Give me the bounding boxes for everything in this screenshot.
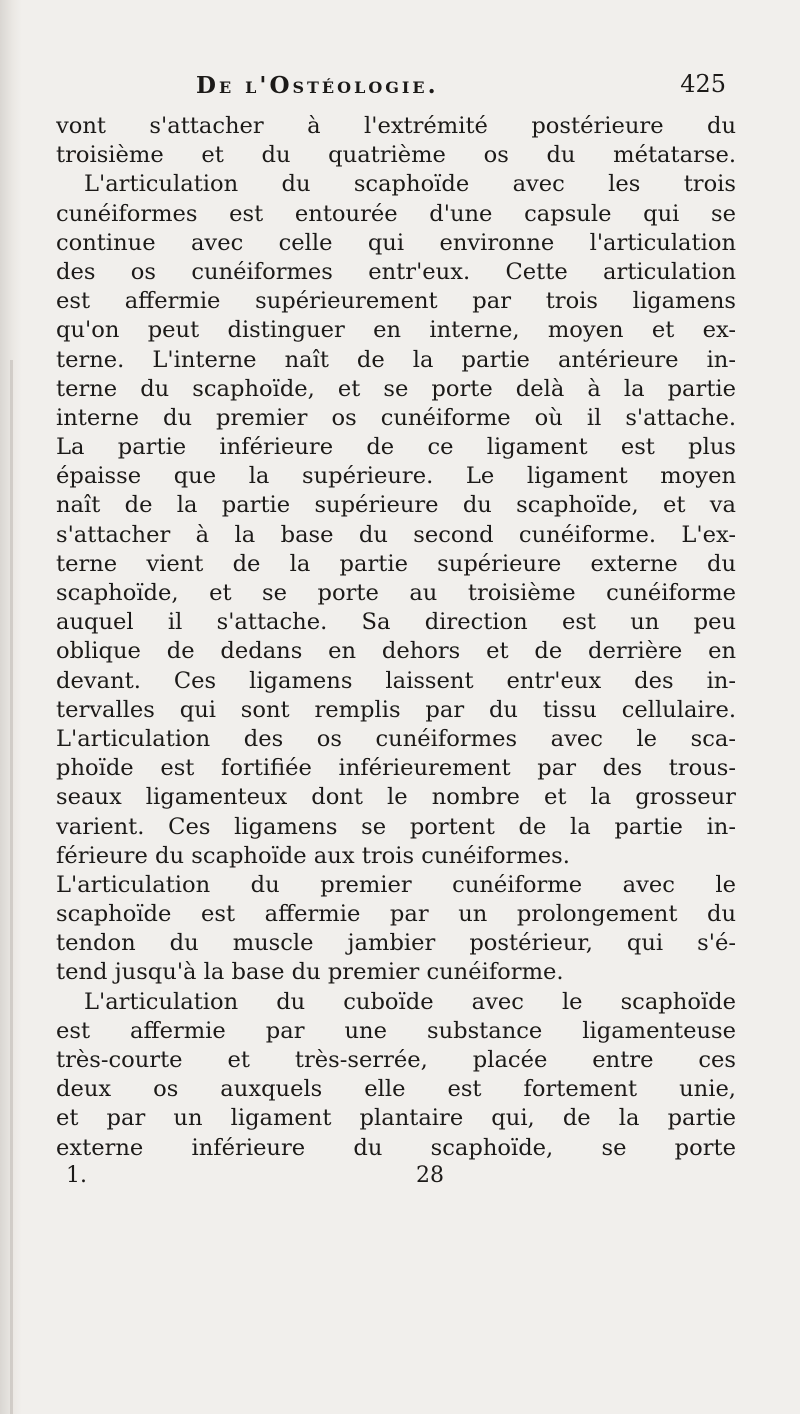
text-line: terne vient de la partie supérieure externe du xyxy=(56,550,736,577)
text-line: continue avec celle qui environne l'articulation xyxy=(56,229,736,256)
text-line: épaisse que la supérieure. Le ligament moyen xyxy=(56,463,736,490)
text-line: devant. Ces ligamens laissent entr'eux des in- xyxy=(56,667,736,694)
text-line: terne. L'interne naît de la partie antérieure in- xyxy=(56,346,736,373)
text-line: auquel il s'attache. Sa direction est un peu xyxy=(56,609,736,636)
text-line: L'articulation des os cunéiformes avec le sca- xyxy=(56,725,736,752)
volume-mark: 1. xyxy=(66,1162,87,1188)
text-line: très-courte et très-serrée, placée entre ces xyxy=(56,1047,736,1073)
text-line: tend jusqu'à la base du premier cunéiforme. xyxy=(56,959,564,986)
text-line: férieure du scaphoïde aux trois cunéiformes. xyxy=(56,842,570,869)
text-line: tervalles qui sont remplis par du tissu cellulaire. xyxy=(56,696,736,723)
text-line: L'articulation du cuboïde avec le scaphoïde xyxy=(84,988,736,1015)
text-line: interne du premier os cunéiforme où il s'attache. xyxy=(56,404,736,431)
text-line: externe inférieure du scaphoïde, se porte xyxy=(56,1134,736,1161)
text-line: tendon du muscle jambier postérieur, qui s'é- xyxy=(56,930,736,957)
text-line: et par un ligament plantaire qui, de la partie xyxy=(56,1105,736,1132)
text-line: scaphoïde, et se porte au troisième cunéiforme xyxy=(56,580,736,606)
signature-mark: 28 xyxy=(416,1162,444,1188)
text-line: terne du scaphoïde, et se porte delà à la partie xyxy=(56,375,736,402)
page-binding-edge xyxy=(10,360,13,1414)
text-line: est affermie supérieurement par trois ligamens xyxy=(56,288,736,315)
running-head-title: De l'Ostéologie. xyxy=(196,72,439,99)
text-line: phoïde est fortifiée inférieurement par des trous- xyxy=(56,755,736,782)
text-line: des os cunéiformes entr'eux. Cette articulation xyxy=(56,258,736,285)
text-line: troisième et du quatrième os du métatarse. xyxy=(56,142,736,169)
text-line: est affermie par une substance ligamenteuse xyxy=(56,1017,736,1044)
text-line: cunéiformes est entourée d'une capsule qui se xyxy=(56,200,736,227)
text-line: vont s'attacher à l'extrémité postérieure du xyxy=(56,113,736,139)
text-line: L'articulation du scaphoïde avec les trois xyxy=(84,171,736,198)
text-line: La partie inférieure de ce ligament est plus xyxy=(56,434,736,461)
signature-row xyxy=(56,1163,736,1189)
text-line: qu'on peut distinguer en interne, moyen et ex- xyxy=(56,317,736,344)
text-line: varient. Ces ligamens se portent de la partie in- xyxy=(56,813,736,840)
page-number: 425 xyxy=(680,70,726,98)
running-head xyxy=(56,72,736,108)
text-line: seaux ligamenteux dont le nombre et la grosseur xyxy=(56,784,736,811)
text-line: L'articulation du premier cunéiforme avec le xyxy=(56,871,736,898)
book-page xyxy=(56,72,736,1189)
text-line: oblique de dedans en dehors et de derrière en xyxy=(56,638,736,665)
text-line: s'attacher à la base du second cunéiforme. L'ex- xyxy=(56,521,736,548)
text-line: scaphoïde est affermie par un prolongement du xyxy=(56,901,736,928)
body-text xyxy=(56,112,736,1163)
text-line: naît de la partie supérieure du scaphoïde, et va xyxy=(56,492,736,519)
text-line: deux os auxquels elle est fortement unie, xyxy=(56,1076,736,1103)
